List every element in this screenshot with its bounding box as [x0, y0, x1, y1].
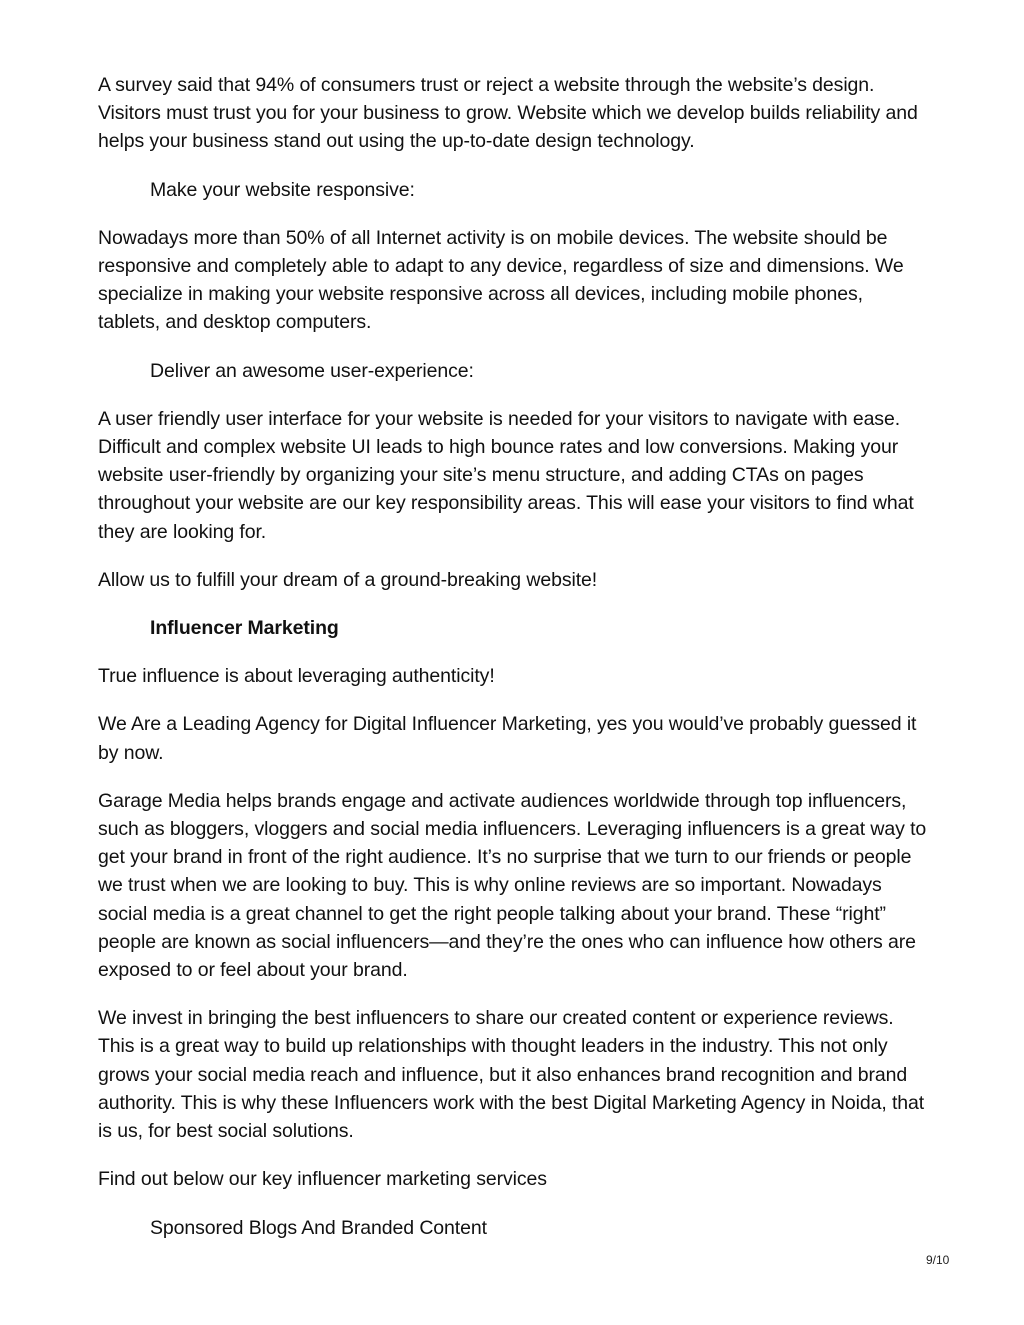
- paragraph-design-trust: A survey said that 94% of consumers trust or reject a website through the website’s design. Visitors must trust you for your business to grow. Website which we develop builds reliability and helps your business stand out using the up-to-date design technology.: [98, 74, 918, 153]
- paragraph-responsive: Nowadays more than 50% of all Internet activity is on mobile devices. The website should be responsive and completely able to adapt to any device, regardless of size and dimensions. We specialize in making your website responsive across all devices, including mobile phones, tablets, and desktop computers.: [98, 226, 904, 334]
- paragraph-find-out: Find out below our key influencer marketing services: [98, 1168, 547, 1191]
- subheading-user-experience: Deliver an awesome user-experience:: [150, 359, 474, 382]
- paragraph-garage-media: Garage Media helps brands engage and activate audiences worldwide through top influencers, such as bloggers, vloggers and social media influencers. Leveraging influencers is a great way to get your brand in front of the right audience. It’s no surprise that we turn to our friends or people we trust when we are looking to buy. This is why online reviews are so important. Nowadays social media is a great channel to get the right people talking about your brand. These “right” people are known as social influencers—and they’re the ones who can influence how others are exposed to or feel about your brand.: [98, 789, 927, 982]
- document-body: [98, 71, 928, 1262]
- page-number: 9/10: [926, 1253, 950, 1267]
- subheading-responsive: Make your website responsive:: [150, 178, 415, 201]
- paragraph-user-experience: A user friendly user interface for your website is needed for your visitors to navigate with ease. Difficult and complex website UI leads to high bounce rates and low conversions. Making your website user-friendly by organizing your site’s menu structure, and adding CTAs on pages throughout your website are our key responsibility areas. This will ease your visitors to find what they are looking for.: [98, 407, 914, 543]
- subheading-sponsored-blogs: Sponsored Blogs And Branded Content: [150, 1216, 487, 1239]
- paragraph-dream-website: Allow us to fulfill your dream of a ground-breaking website!: [98, 568, 598, 591]
- paragraph-true-influence: True influence is about leveraging authenticity!: [98, 665, 495, 688]
- paragraph-invest-influencers: We invest in bringing the best influencers to share our created content or experience reviews. This is a great way to build up relationships with thought leaders in the industry. This not only grows your social media reach and influence, but it also enhances brand recognition and brand authority. This is why these Influencers work with the best Digital Marketing Agency in Noida, that is us, for best social solutions.: [98, 1007, 925, 1143]
- heading-influencer-marketing: Influencer Marketing: [150, 617, 339, 640]
- paragraph-leading-agency: We Are a Leading Agency for Digital Influencer Marketing, yes you would’ve probably guessed it by now.: [98, 713, 917, 764]
